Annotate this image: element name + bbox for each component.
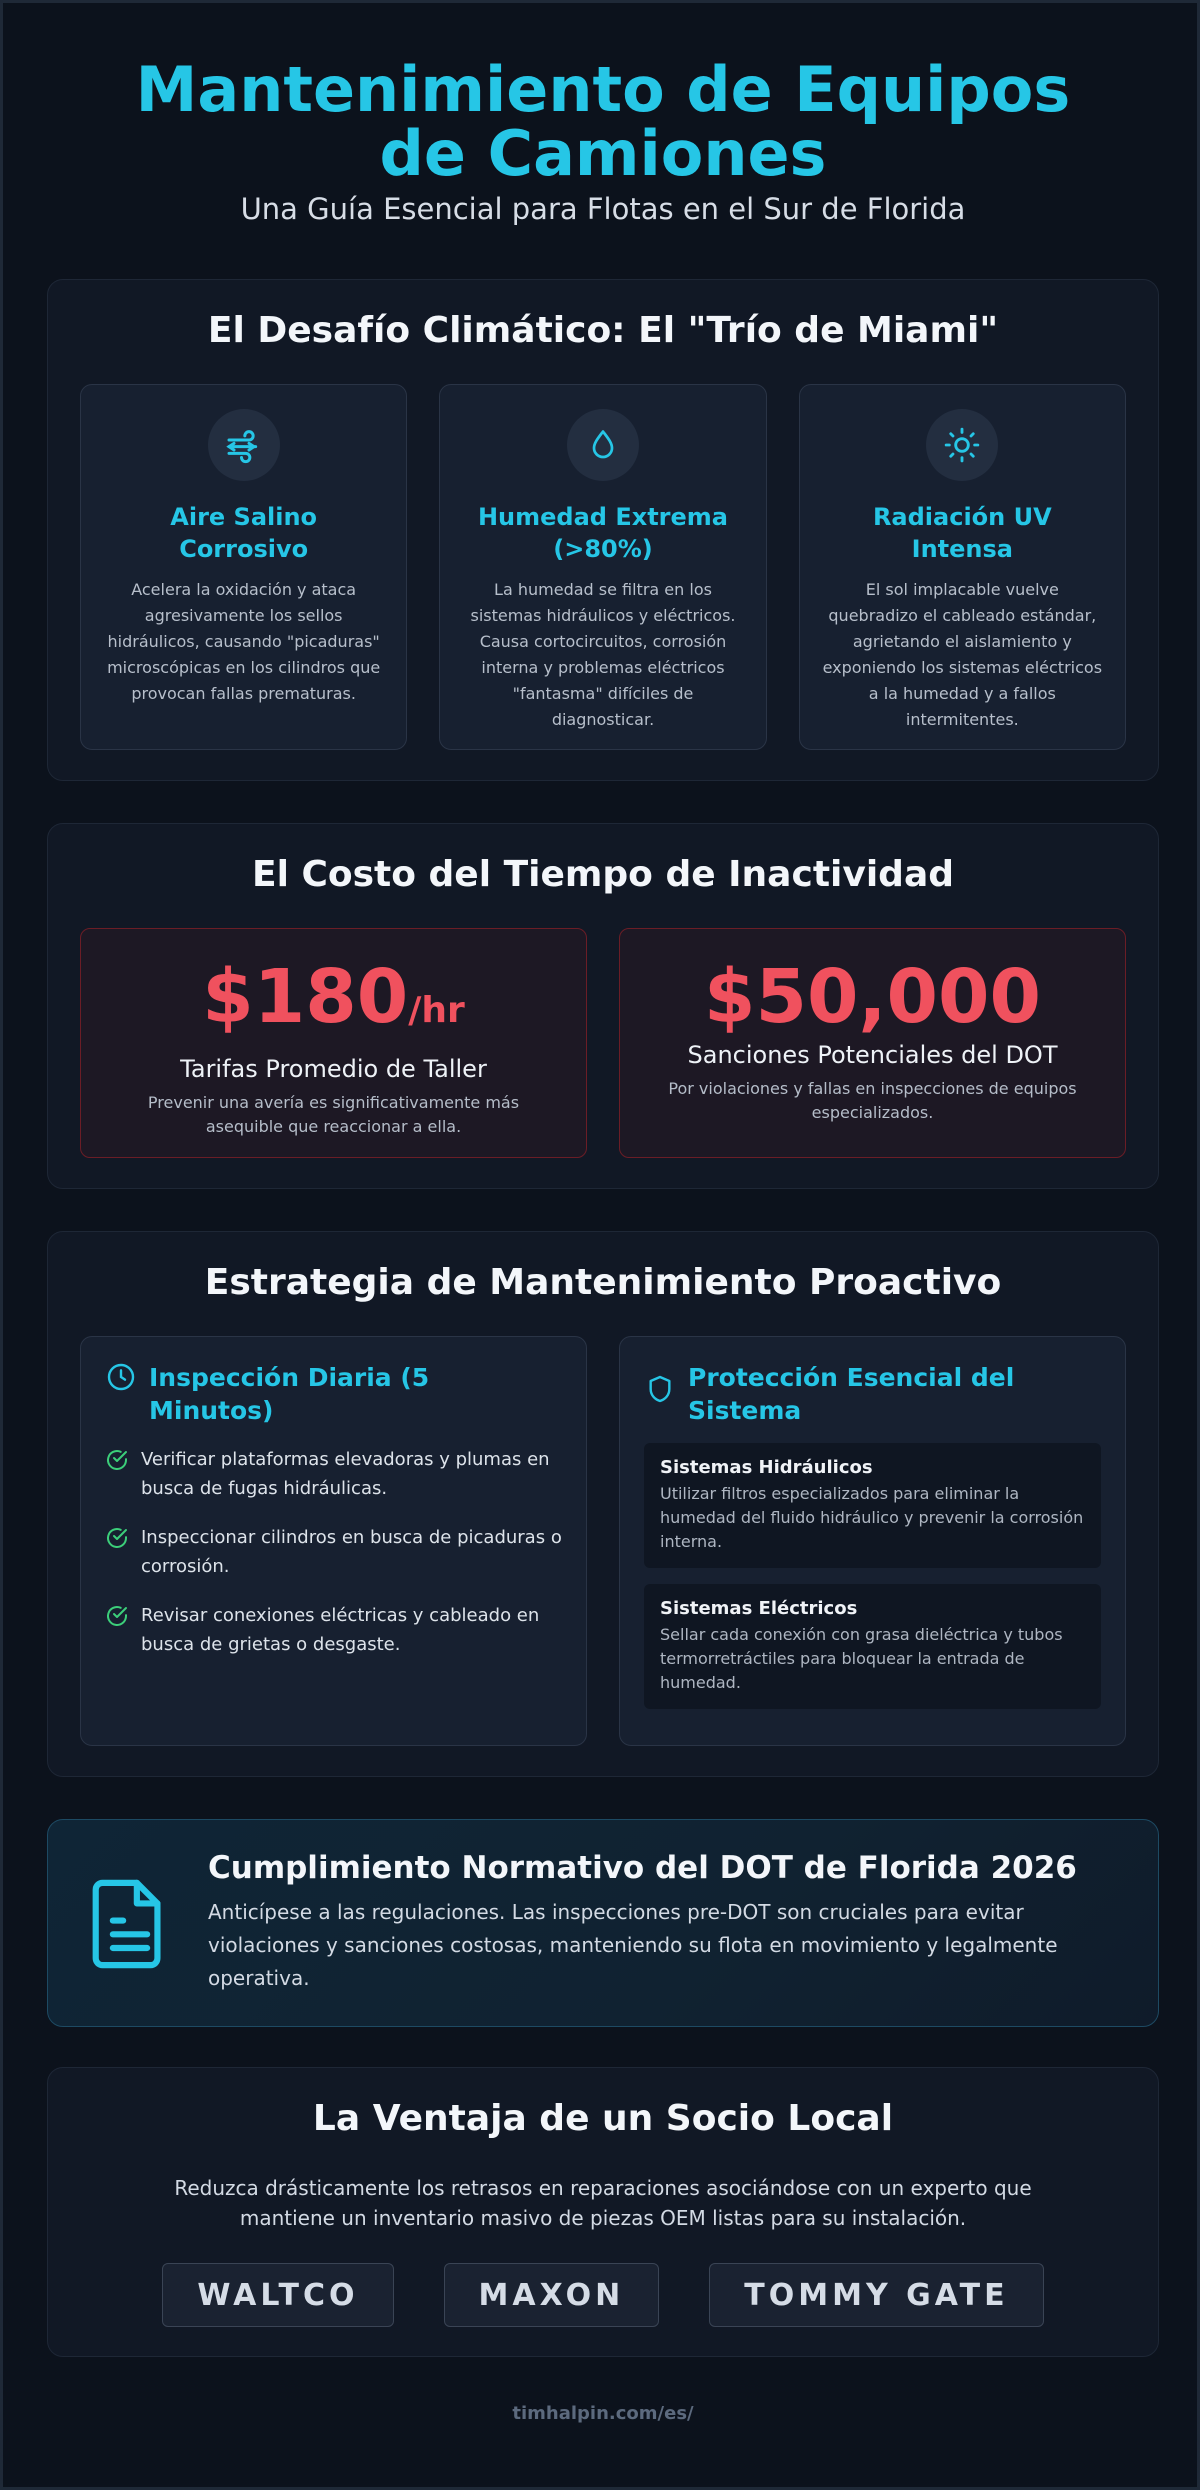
climate-card-text: El sol implacable vuelve quebradizo el cableado estándar, agrietando el aislamiento y exponiendo los sistemas eléctricos a la humedad y a fallos intermitentes. [822,580,1103,729]
dot-compliance-section [47,1819,1159,2027]
page-header [3,53,1200,226]
daily-inspection-title: Inspección Diaria (5 Minutos) [149,1363,430,1425]
climate-card-title: Aire Salino Corrosivo [170,503,318,563]
cost-amount: $50,000 [703,954,1042,1040]
list-item [105,1445,562,1503]
cost-amount: $180 [202,954,409,1040]
climate-card-humidity [439,384,766,750]
check-circle-icon [105,1526,129,1581]
climate-card-title: Radiación UV Intensa [872,503,1052,563]
system-box-electrical [644,1584,1101,1709]
cost-value [620,955,1125,1039]
cost-description: Prevenir una avería es significativamente más asequible que reaccionar a ella. [147,1093,520,1136]
daily-inspection-card [80,1336,587,1746]
shield-icon [644,1373,676,1409]
check-circle-icon [105,1604,129,1659]
climate-card-uv [799,384,1126,750]
cost-unit: /hr [408,990,465,1031]
dot-description: Anticípese a las regulaciones. Las inspecciones pre-DOT son cruciales para evitar violaciones y sanciones costosas, manteniendo su flota en movimiento y legalmente operativa. [208,1900,1058,1990]
system-protection-header [644,1361,1101,1427]
document-icon [88,1876,172,1976]
sun-icon [926,409,998,481]
system-text: Sellar cada conexión con grasa dieléctrica y tubos termorretráctiles para bloquear la entrada de humedad. [660,1625,1063,1692]
strategy-section [47,1231,1159,1777]
cost-label: Tarifas Promedio de Taller [180,1055,487,1083]
clock-icon [105,1361,137,1397]
brand-list [48,2263,1158,2327]
daily-checklist [105,1445,562,1659]
cost-description: Por violaciones y fallas en inspecciones de equipos especializados. [668,1079,1077,1122]
strategy-columns [80,1336,1126,1746]
page-subtitle: Una Guía Esencial para Flotas en el Sur de Florida [240,192,966,226]
climate-section [47,279,1159,781]
cost-card-shop-rate [80,928,587,1158]
checklist-text: Verificar plataformas elevadoras y plumas en busca de fugas hidráulicas. [141,1449,550,1499]
list-item [105,1523,562,1581]
cost-section [47,823,1159,1189]
cost-value [81,955,586,1053]
climate-card-title: Humedad Extrema (>80%) [477,503,728,563]
brand-badge-waltco: WALTCO [162,2263,393,2327]
strategy-title: Estrategia de Mantenimiento Proactivo [204,1262,1002,1303]
cost-cards [80,928,1126,1158]
list-item [105,1601,562,1659]
dot-text [208,1850,1098,1995]
cost-label: Sanciones Potenciales del DOT [687,1041,1058,1069]
daily-inspection-header [105,1361,562,1427]
checklist-text: Inspeccionar cilindros en busca de picaduras o corrosión. [141,1527,562,1577]
droplet-icon [567,409,639,481]
wind-icon [208,409,280,481]
climate-card-salt-air [80,384,407,750]
checklist-text: Revisar conexiones eléctricas y cableado en busca de grietas o desgaste. [141,1605,540,1655]
brand-badge-maxon: MAXON [444,2263,660,2327]
climate-card-text: Acelera la oxidación y ataca agresivamente los sellos hidráulicos, causando "picaduras" microscópicas en los cilindros que provocan fallas prematuras. [107,580,381,703]
dot-title: Cumplimiento Normativo del DOT de Florida 2026 [208,1850,1077,1886]
system-name: Sistemas Eléctricos [660,1598,858,1619]
brand-badge-tommy-gate: TOMMY GATE [709,2263,1043,2327]
system-protection-card [619,1336,1126,1746]
partner-description: Reduzca drásticamente los retrasos en reparaciones asociándose con un experto que mantiene un inventario masivo de piezas OEM listas para su instalación. [174,2176,1032,2230]
system-name: Sistemas Hidráulicos [660,1457,873,1478]
page-title: Mantenimiento de Equipos de Camiones [135,53,1071,190]
system-box-hydraulic [644,1443,1101,1568]
partner-title: La Ventaja de un Socio Local [312,2098,894,2139]
climate-card-text: La humedad se filtra en los sistemas hidráulicos y eléctricos. Causa cortocircuitos, corrosión interna y problemas eléctricos "fantasma" difíciles de diagnosticar. [470,580,736,729]
climate-title: El Desafío Climático: El "Trío de Miami" [207,310,999,351]
system-text: Utilizar filtros especializados para eliminar la humedad del fluido hidráulico y prevenir la corrosión interna. [660,1484,1084,1551]
local-partner-section [47,2067,1159,2357]
cost-card-dot-penalty [619,928,1126,1158]
system-protection-title: Protección Esencial del Sistema [688,1363,1015,1425]
check-circle-icon [105,1448,129,1503]
footer-url[interactable]: timhalpin.com/es/ [512,2403,694,2424]
cost-title: El Costo del Tiempo de Inactividad [252,854,954,895]
climate-cards [80,384,1126,750]
